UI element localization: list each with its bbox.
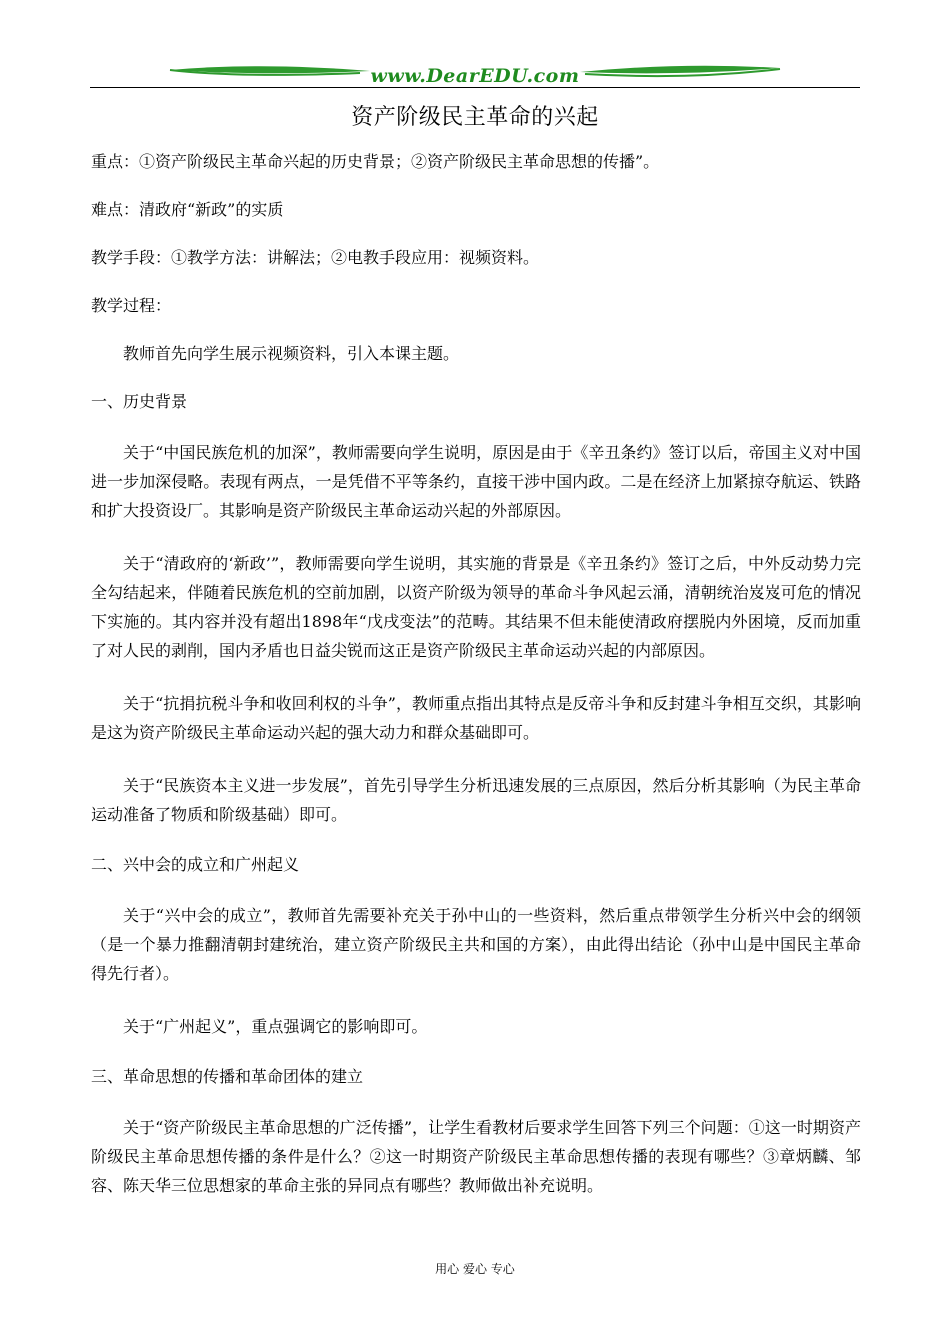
header-divider (90, 87, 860, 88)
difficulty-line: 难点：清政府“新政”的实质 (91, 200, 284, 219)
means-line: 教学手段：①教学方法：讲解法；②电教手段应用：视频资料。 (91, 248, 540, 267)
paragraph: 关于“广州起义”，重点强调它的影响即可。 (123, 1017, 428, 1036)
document-body (91, 150, 861, 1200)
intro-paragraph: 教师首先向学生展示视频资料，引入本课主题。 (123, 344, 460, 363)
page-footer: 用心 爱心 专心 (435, 1262, 515, 1276)
process-label: 教学过程： (91, 296, 172, 315)
paragraph: 关于“兴中会的成立”，教师首先需要补充关于孙中山的一些资料，然后重点带领学生分析兴中会的纲领（是一个暴力推翻清朝封建统治，建立资产阶级民主共和国的方案），由此得出结论（孙中山是中国民主革命得先行者）。 (91, 906, 861, 983)
section-heading-1: 一、历史背景 (91, 392, 188, 411)
paragraph: 关于“清政府的‘新政’”，教师需要向学生说明，其实施的背景是《辛丑条约》签订之后，中外反动势力完全勾结起来，伴随着民族危机的空前加剧，以资产阶级为领导的革命斗争风起云涌，清朝统治岌岌可危的情况下实施的。其内容并没有超出1898年“戊戌变法”的范畴。其结果不但未能使清政府摆脱内外困境，反而加重了对人民的剥削，国内矛盾也日益尖锐而这正是资产阶级民主革命运动兴起的内部原因。 (91, 554, 861, 660)
section-heading-3: 三、革命思想的传播和革命团体的建立 (91, 1067, 364, 1086)
page-title: 资产阶级民主革命的兴起 (351, 105, 599, 130)
paragraph: 关于“抗捐抗税斗争和收回利权的斗争”，教师重点指出其特点是反帝斗争和反封建斗争相互交织，其影响是这为资产阶级民主革命运动兴起的强大动力和群众基础即可。 (91, 694, 861, 742)
focus-line: 重点：①资产阶级民主革命兴起的历史背景；②资产阶级民主革命思想的传播”。 (91, 152, 660, 171)
paragraph: 关于“中国民族危机的加深”，教师需要向学生说明，原因是由于《辛丑条约》签订以后，帝国主义对中国进一步加深侵略。表现有两点，一是凭借不平等条约，直接干涉中国内政。二是在经济上加紧掠夺航运、铁路和扩大投资设厂。其影响是资产阶级民主革命运动兴起的外部原因。 (91, 443, 861, 520)
site-banner (90, 60, 860, 90)
paragraph: 关于“民族资本主义进一步发展”，首先引导学生分析迅速发展的三点原因，然后分析其影响（为民主革命运动准备了物质和阶级基础）即可。 (91, 776, 861, 824)
site-url: www.DearEDU.com (370, 65, 580, 87)
paragraph: 关于“资产阶级民主革命思想的广泛传播”，让学生看教材后要求学生回答下列三个问题：①这一时期资产阶级民主革命思想传播的条件是什么？②这一时期资产阶级民主革命思想传播的表现有哪些？③章炳麟、邹容、陈天华三位思想家的革命主张的异同点有哪些？教师做出补充说明。 (91, 1118, 861, 1195)
section-heading-2: 二、兴中会的成立和广州起义 (91, 855, 300, 874)
